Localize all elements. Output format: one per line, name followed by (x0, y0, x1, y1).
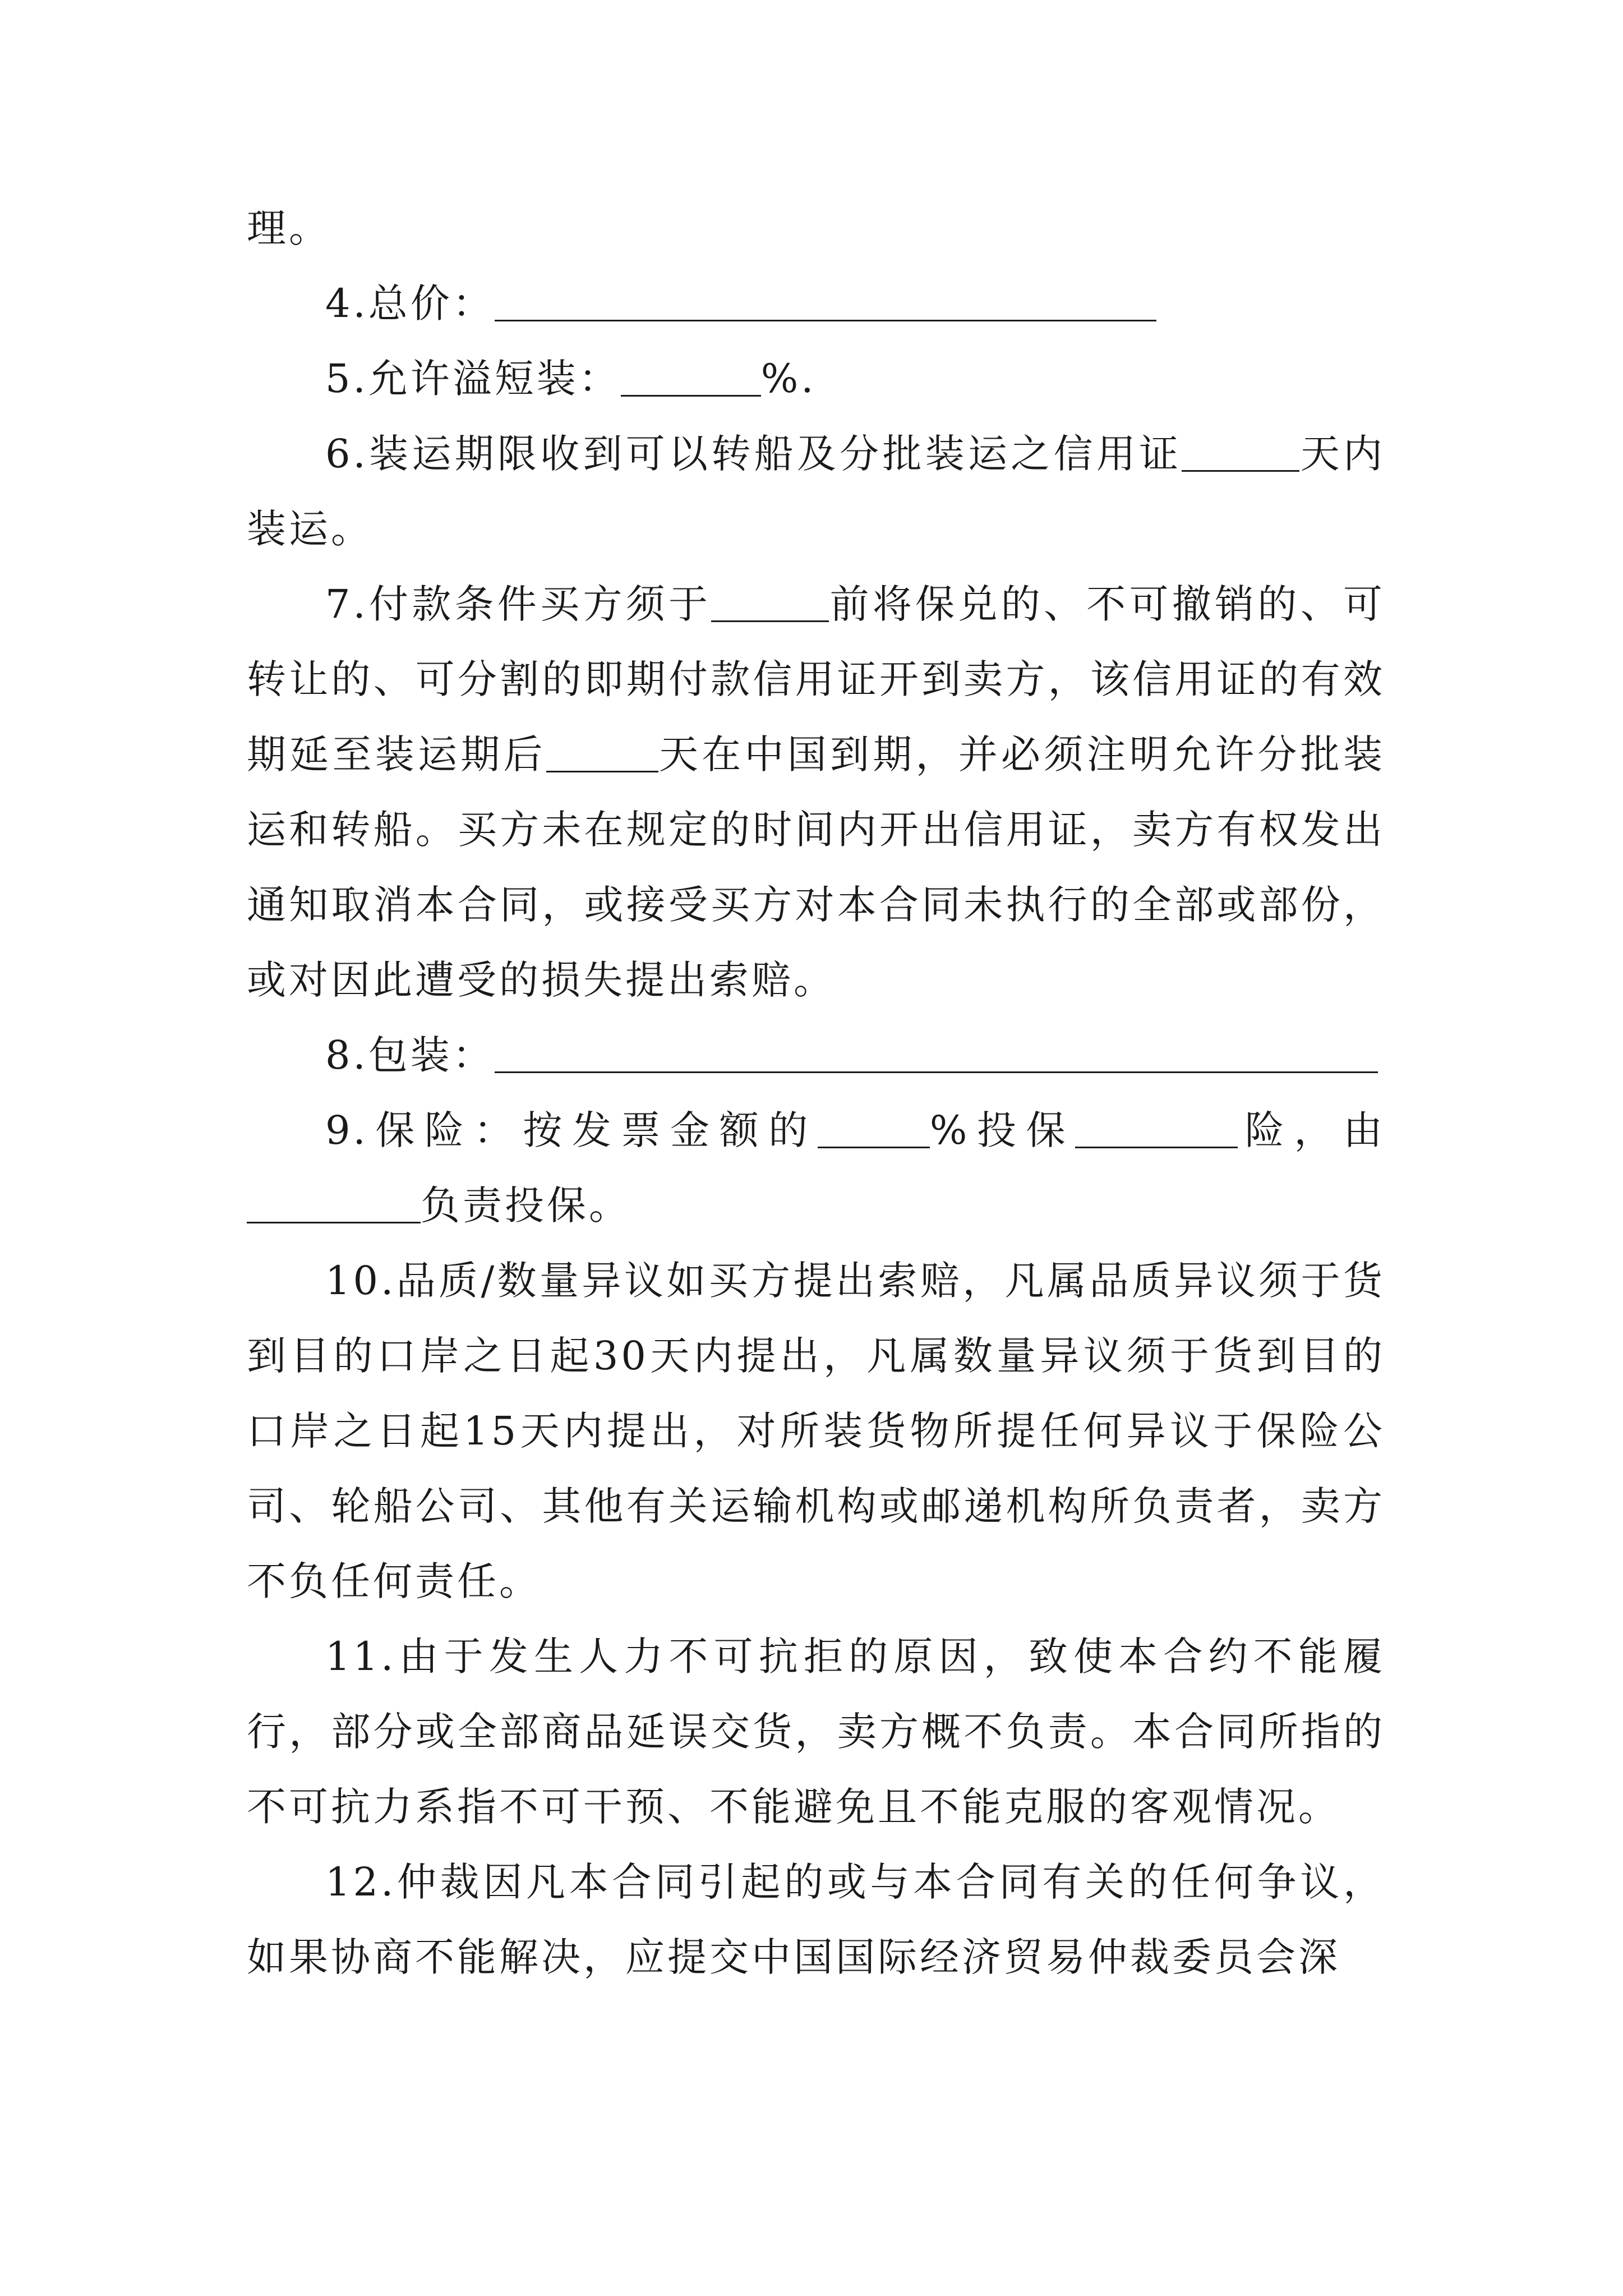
clause-7-tail: 天在中国到期，并必须注明允许分批装运和转船。买方未在规定的时间内开出信用证，卖方有权发出通知取消本合同，或接受买方对本合同未执行的全部或部份，或对因此遭受的损失提出索赔。 (247, 731, 1385, 1003)
clause-4-total-price (247, 266, 1385, 341)
clause-10-quality-quantity (247, 1243, 1385, 1619)
clause-5-label: 5.允许溢短装： (325, 356, 621, 402)
clause-6-tail: 天内装运。 (247, 431, 1386, 552)
clause-6-shipment (247, 416, 1385, 567)
clause-5-tolerance (247, 341, 1385, 416)
insurer-blank (247, 1182, 421, 1223)
clause-7-head: 7.付款条件买方须于 (325, 581, 712, 627)
paragraph-continuation (247, 191, 1385, 266)
payment-date-blank (711, 581, 829, 622)
validity-days-blank (546, 731, 658, 772)
clause-12-arbitration (247, 1844, 1385, 1995)
total-price-blank (495, 280, 1156, 321)
contract-body (247, 191, 1385, 1995)
clause-8-label: 8.包装： (325, 1032, 495, 1078)
packing-blank (495, 1032, 1378, 1073)
clause-9-tail: 负责投保。 (421, 1182, 631, 1228)
clause-9-mid: %投保 (929, 1107, 1076, 1153)
clause-7-mid: 前将保兑的、不可撤销的、可转让的、可分割的即期付款信用证开到卖方，该信用证的有效期延至装运期后 (247, 581, 1385, 777)
shipment-days-blank (1182, 431, 1299, 472)
continuation-text: 理。 (247, 205, 331, 251)
clause-6-head: 6.装运期限收到可以转船及分批装运之信用证 (325, 431, 1182, 477)
clause-9-insurance (247, 1093, 1385, 1243)
insurance-percent-blank (818, 1107, 930, 1148)
clause-12-text: 12.仲裁因凡本合同引起的或与本合同有关的任何争议，如果协商不能解决，应提交中国国际经济贸易仲裁委员会深 (247, 1859, 1385, 1980)
clause-11-text: 11.由于发生人力不可抗拒的原因，致使本合约不能履行，部分或全部商品延误交货，卖方概不负责。本合同所指的不可抗力系指不可干预、不能避免且不能克服的客观情况。 (247, 1634, 1385, 1830)
clause-8-packing (247, 1018, 1385, 1093)
clause-9-mid2: 险，由 (1238, 1107, 1386, 1153)
clause-11-force-majeure (247, 1619, 1385, 1844)
clause-4-label: 4.总价： (325, 280, 495, 326)
tolerance-blank (621, 356, 761, 397)
clause-5-tail: %. (760, 356, 817, 402)
clause-7-payment (247, 567, 1385, 1018)
clause-9-head: 9.保险：按发票金额的 (325, 1107, 818, 1153)
clause-10-text: 10.品质/数量异议如买方提出索赔，凡属品质异议须于货到目的口岸之日起30天内提出，凡属数量异议须于货到目的口岸之日起15天内提出，对所装货物所提任何异议于保险公司、轮船公司、其他有关运输机构或邮递机构所负责者，卖方不负任何责任。 (247, 1258, 1385, 1604)
insurance-type-blank (1075, 1107, 1238, 1148)
